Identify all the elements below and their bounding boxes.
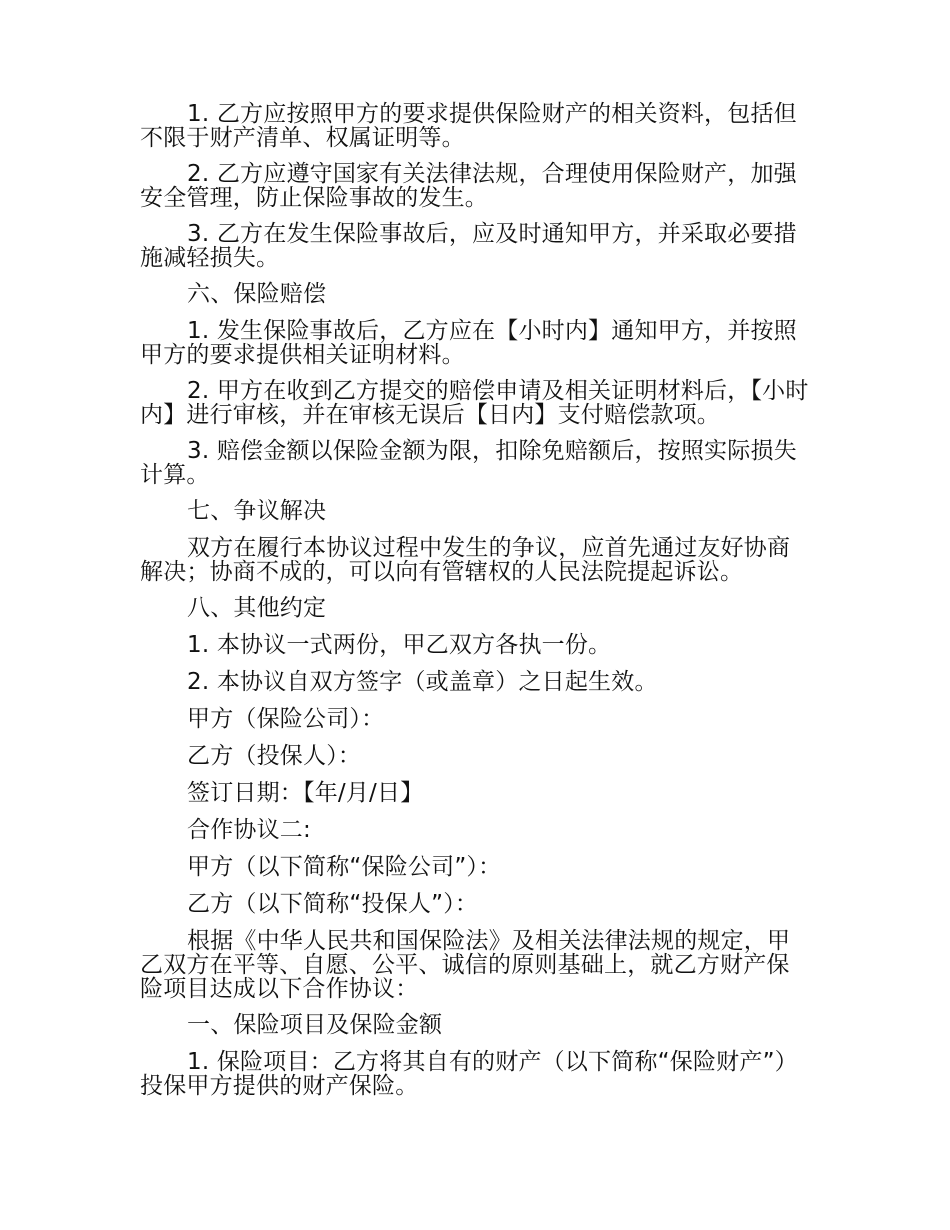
paragraph-9: 2. 本协议自双方签字（或盖章）之日起生效。 <box>187 669 658 695</box>
signing-date-line: 签订日期：【年/月/日】 <box>187 780 424 806</box>
paragraph-7: 双方在履行本协议过程中发生的争议，应首先通过友好协商解决；协商不成的，可以向有管辖权的人民法院提起诉讼。 <box>140 535 791 585</box>
section-heading-6: 六、保险赔偿 <box>187 281 327 307</box>
section-heading-7: 七、争议解决 <box>187 498 327 524</box>
paragraph-2: 2. 乙方应遵守国家有关法律法规，合理使用保险财产，加强安全管理，防止保险事故的发生。 <box>140 161 797 211</box>
paragraph-4: 1. 发生保险事故后，乙方应在【小时内】通知甲方，并按照甲方的要求提供相关证明材料。 <box>140 318 797 368</box>
paragraph-8: 1. 本协议一式两份，甲乙双方各执一份。 <box>187 632 612 658</box>
agreement-two-title: 合作协议二: <box>187 817 311 843</box>
section-heading-1: 一、保险项目及保险金额 <box>187 1012 443 1038</box>
paragraph-3: 3. 乙方在发生保险事故后，应及时通知甲方，并采取必要措施减轻损失。 <box>140 221 797 271</box>
paragraph-5: 2. 甲方在收到乙方提交的赔偿申请及相关证明材料后，【小时内】进行审核，并在审核无误后【日内】支付赔偿款项。 <box>140 378 809 428</box>
document-body <box>140 102 812 1110</box>
section-heading-8: 八、其他约定 <box>187 595 327 621</box>
paragraph-10: 1. 保险项目：乙方将其自有的财产（以下简称“保险财产”）投保甲方提供的财产保险。 <box>140 1049 798 1099</box>
paragraph-6: 3. 赔偿金额以保险金额为限，扣除免赔额后，按照实际损失计算。 <box>140 438 797 488</box>
agreement-two-preamble: 根据《中华人民共和国保险法》及相关法律法规的规定，甲乙双方在平等、自愿、公平、诚信的原则基础上，就乙方财产保险项目达成以下合作协议： <box>140 928 791 1002</box>
paragraph-1: 1. 乙方应按照甲方的要求提供保险财产的相关资料，包括但不限于财产清单、权属证明等。 <box>140 101 797 151</box>
party-a-signature-line: 甲方（保险公司）： <box>187 706 385 732</box>
agreement-two-party-b: 乙方（以下简称“投保人”）： <box>187 891 479 917</box>
party-b-signature-line: 乙方（投保人）： <box>187 743 362 769</box>
agreement-two-party-a: 甲方（以下简称“保险公司”）： <box>187 854 502 880</box>
